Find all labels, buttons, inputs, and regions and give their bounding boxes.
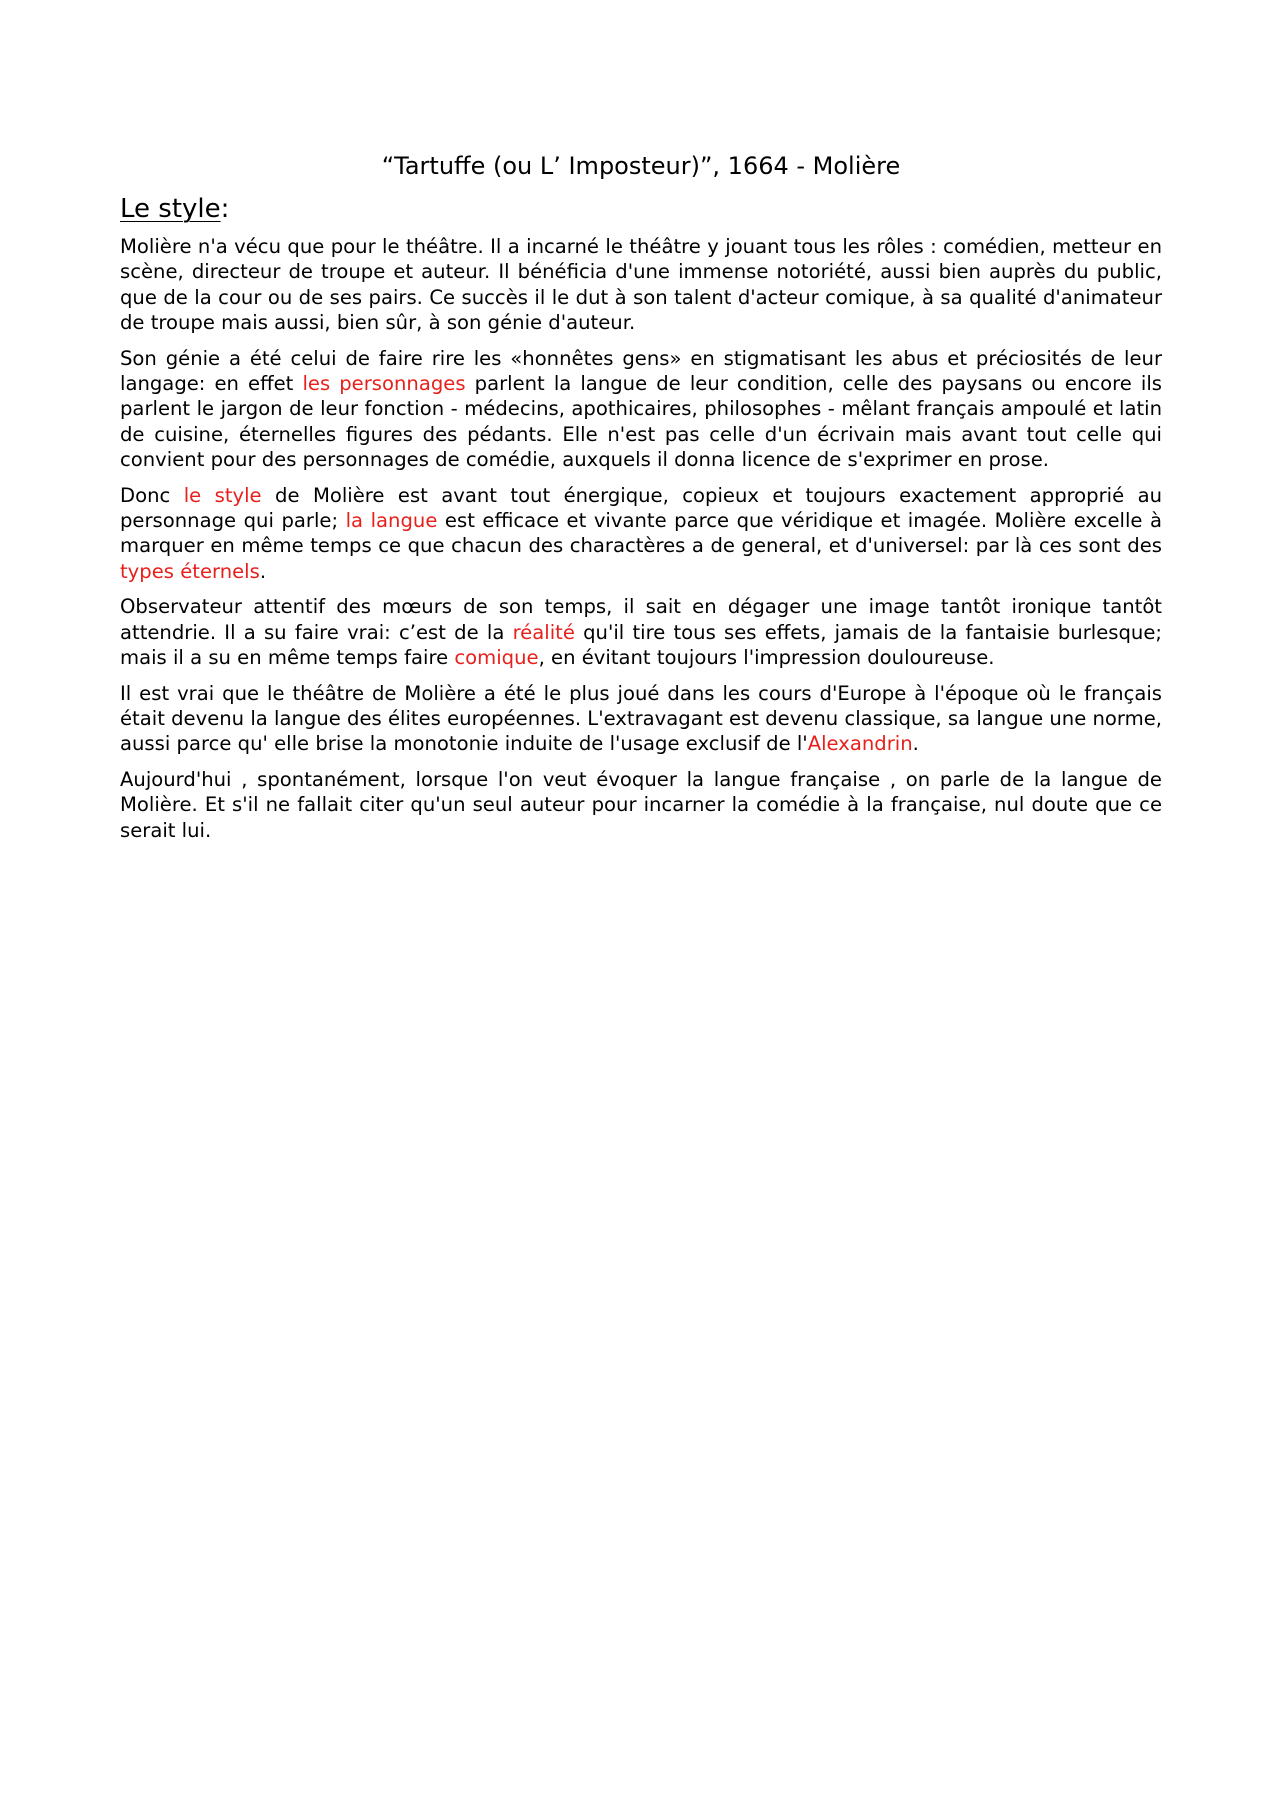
text-run: est efficace et vivante parce que véridique et imagée. Molière excelle à marquer en même temps ce que chacun des charactères a de general, et d'universel: par là ces sont des (120, 509, 1162, 558)
highlighted-term: réalité (512, 620, 575, 644)
text-run: Il est vrai que le théâtre de Molière a été le plus joué dans les cours d'Europe à l'époque où le français était devenu la langue des élites européennes. L'extravagant est devenu classique, sa langue une norme, aussi parce qu' elle brise la monotonie induite de l'usage exclusif de l' (120, 681, 1162, 756)
highlighted-term: le style (183, 483, 262, 507)
highlighted-term: types éternels (120, 559, 260, 583)
text-run: Molière n'a vécu que pour le théâtre. Il a incarné le théâtre y jouant tous les rôles : comédien, metteur en scène, directeur de troupe et auteur. Il bénéficia d'une immense notoriété, aussi bien auprès du public, que de la cour ou de ses pairs. Ce succès il le dut à son talent d'acteur comique, à sa qualité d'animateur de troupe mais aussi, bien sûr, à son génie d'auteur. (120, 235, 1162, 335)
text-run: Aujourd'hui , spontanément, lorsque l'on veut évoquer la langue française , on parle de la langue de Molière. Et s'il ne fallait citer qu'un seul auteur pour incarner la comédie à la française, nul doute que ce serait lui. (120, 767, 1162, 842)
section-heading-colon: : (220, 194, 230, 224)
paragraph (120, 594, 1162, 670)
highlighted-term: les personnages (302, 372, 466, 396)
section-heading-text: Le style (120, 194, 221, 224)
section-heading (120, 192, 229, 226)
highlighted-term: Alexandrin (807, 732, 913, 756)
text-run: Son génie a été celui de faire rire les «honnêtes gens» en stigmatisant les abus et préciosités de leur langage: en effet (120, 346, 1162, 396)
paragraph (120, 483, 1162, 585)
text-run: de Molière est avant tout énergique, copieux et toujours exactement approprié au personnage qui parle; (120, 483, 1162, 533)
text-run: parlent la langue de leur condition, celle des paysans ou encore ils parlent le jargon de leur fonction - médecins, apothicaires, philosophes - mêlant français ampoulé et latin de cuisine, éternelles figures des pédants. Elle n'est pas celle d'un écrivain mais avant tout celle qui convient pour des personnages de comédie, auxquels il donna licence de s'exprimer en prose. (120, 372, 1163, 472)
document-title: “Tartuffe (ou L’ Imposteur)”, 1664 - Molière (381, 152, 901, 180)
text-run: . (259, 559, 267, 583)
highlighted-term: comique (454, 646, 539, 670)
paragraph (120, 234, 1162, 336)
body-text (120, 234, 1162, 853)
highlighted-term: la langue (345, 509, 438, 533)
paragraph (120, 767, 1162, 843)
text-run: Observateur attentif des mœurs de son temps, il sait en dégager une image tantôt ironique tantôt attendrie. Il a su faire vrai: c’est de la (120, 595, 1162, 644)
text-run: . (912, 732, 919, 756)
text-run: Donc (120, 483, 184, 507)
paragraph (120, 681, 1162, 757)
text-run: , en évitant toujours l'impression douloureuse. (538, 646, 995, 670)
paragraph (120, 346, 1162, 473)
text-run: qu'il tire tous ses effets, jamais de la fantaisie burlesque; mais il a su en même temps faire (120, 620, 1162, 670)
